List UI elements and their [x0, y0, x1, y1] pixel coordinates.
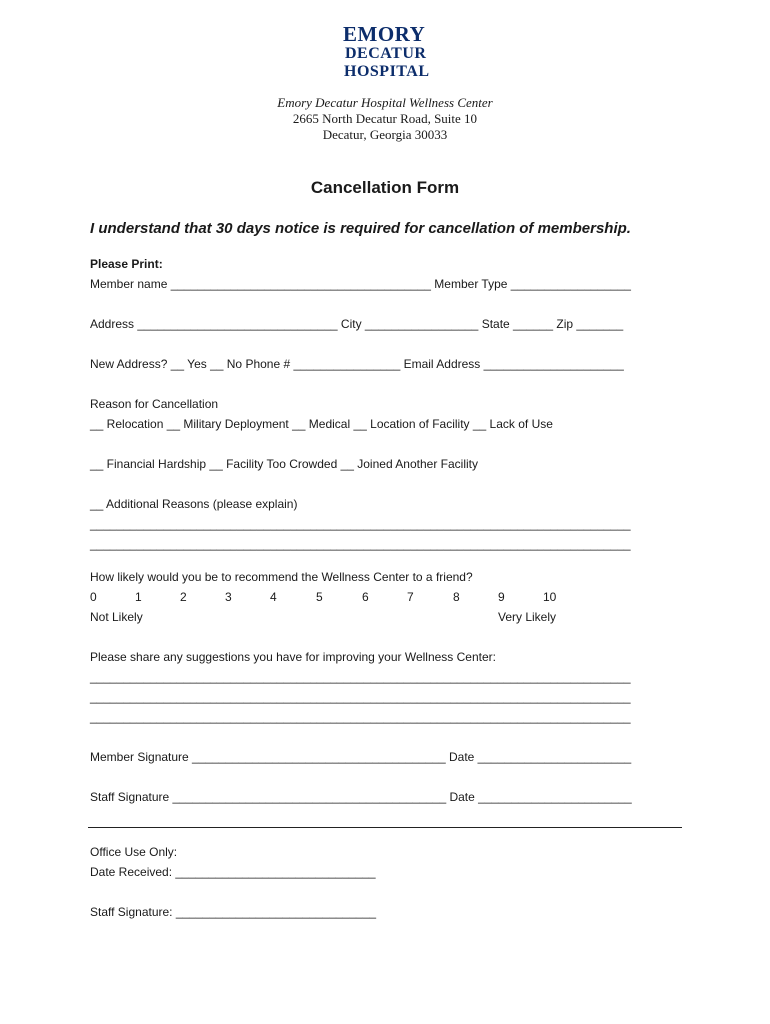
- staff-signature-field[interactable]: Staff Signature _________________________________________ Date _______________________: [90, 790, 632, 804]
- scale-option-0[interactable]: 0: [90, 590, 97, 604]
- date-received-field[interactable]: Date Received: ______________________________: [90, 865, 376, 879]
- office-staff-signature-field[interactable]: Staff Signature: ______________________________: [90, 905, 377, 919]
- member-signature-field[interactable]: Member Signature ______________________________________ Date _______________________: [90, 750, 632, 764]
- suggestion-line[interactable]: _________________________________________________________________________________: [90, 710, 631, 724]
- scale-option-10[interactable]: 10: [543, 590, 557, 604]
- suggestion-line[interactable]: _________________________________________________________________________________: [90, 690, 631, 704]
- suggestions-prompt: Please share any suggestions you have for improving your Wellness Center:: [90, 650, 496, 664]
- cancellation-notice: I understand that 30 days notice is required for cancellation of membership.: [90, 220, 631, 237]
- scale-option-4[interactable]: 4: [270, 590, 277, 604]
- scale-option-7[interactable]: 7: [407, 590, 414, 604]
- scale-option-5[interactable]: 5: [316, 590, 323, 604]
- please-print-label: Please Print:: [90, 257, 163, 271]
- logo-line-1: EMORY: [343, 22, 426, 46]
- form-title: Cancellation Form: [310, 178, 460, 197]
- explain-line[interactable]: _________________________________________________________________________________: [90, 537, 631, 551]
- section-divider: [88, 827, 682, 828]
- scale-option-1[interactable]: 1: [135, 590, 142, 604]
- additional-reasons-option[interactable]: __ Additional Reasons (please explain): [90, 497, 298, 511]
- logo-line-2: DECATUR: [345, 45, 427, 62]
- scale-option-3[interactable]: 3: [225, 590, 232, 604]
- scale-low-label: Not Likely: [90, 610, 143, 624]
- new-address-field[interactable]: New Address? __ Yes __ No Phone # ________________ Email Address _____________________: [90, 357, 624, 371]
- address-line-1: 2665 North Decatur Road, Suite 10: [292, 111, 478, 126]
- address-field[interactable]: Address ______________________________ City _________________ State ______ Zip _______: [90, 317, 624, 331]
- reason-heading: Reason for Cancellation: [90, 397, 219, 411]
- scale-high-label: Very Likely: [498, 610, 557, 624]
- scale-option-6[interactable]: 6: [362, 590, 369, 604]
- reason-options-row-1[interactable]: __ Relocation __ Military Deployment __ Medical __ Location of Facility __ Lack of Use: [90, 417, 553, 431]
- scale-option-8[interactable]: 8: [453, 590, 460, 604]
- member-name-field[interactable]: Member name _______________________________________ Member Type __________________: [90, 277, 631, 291]
- scale-option-2[interactable]: 2: [180, 590, 187, 604]
- suggestion-line[interactable]: _________________________________________________________________________________: [90, 670, 631, 684]
- address-line-2: Decatur, Georgia 30033: [322, 127, 448, 142]
- reason-options-row-2[interactable]: __ Financial Hardship __ Facility Too Crowded __ Joined Another Facility: [90, 457, 478, 471]
- center-name: Emory Decatur Hospital Wellness Center: [277, 95, 493, 110]
- office-use-heading: Office Use Only:: [90, 845, 178, 859]
- explain-line[interactable]: _________________________________________________________________________________: [90, 517, 631, 531]
- logo-line-3: HOSPITAL: [344, 63, 430, 80]
- scale-option-9[interactable]: 9: [498, 590, 505, 604]
- recommend-question: How likely would you be to recommend the Wellness Center to a friend?: [90, 570, 473, 584]
